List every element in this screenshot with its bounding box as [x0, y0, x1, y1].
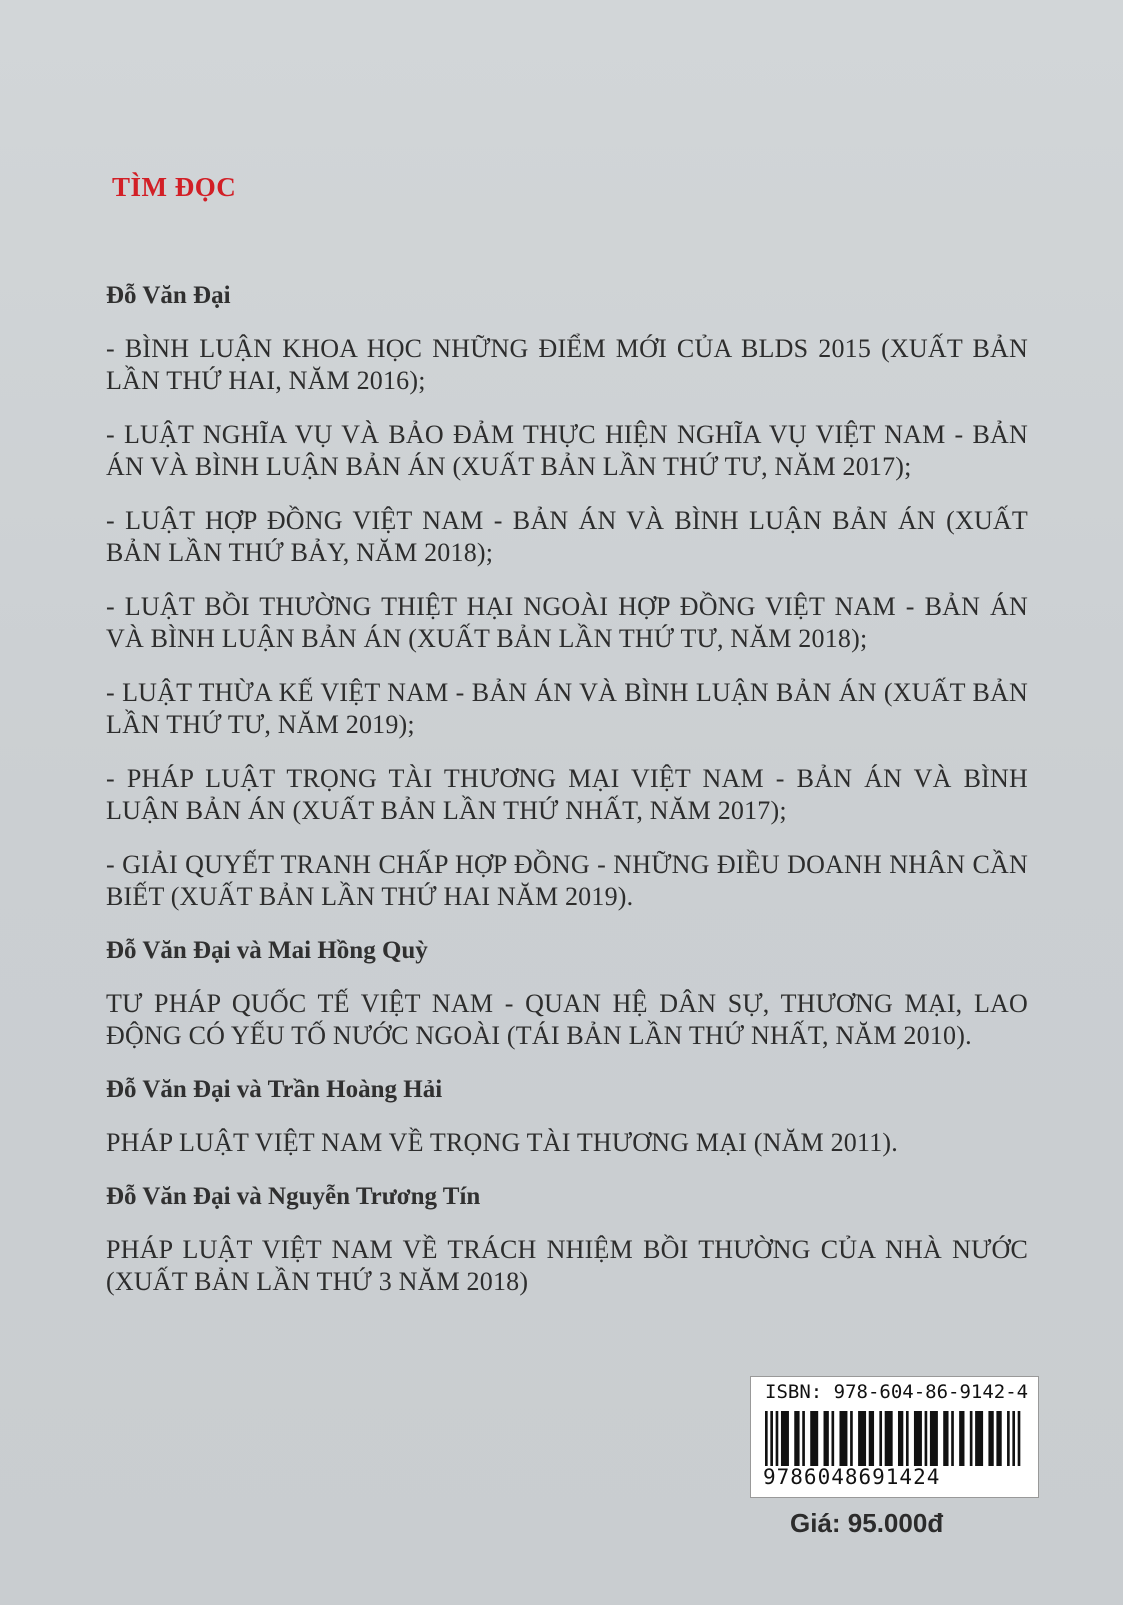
book-list: [106, 280, 1028, 1320]
book-entry: TƯ PHÁP QUỐC TẾ VIỆT NAM - QUAN HỆ DÂN SỰ, THƯƠNG MẠI, LAO ĐỘNG CÓ YẾU TỐ NƯỚC NGOÀI (TÁI BẢN LẦN THỨ NHẤT, NĂM 2010).: [106, 989, 1028, 1050]
author-name: Đỗ Văn Đại và Nguyễn Trương Tín: [106, 1183, 481, 1210]
book-entry: - LUẬT THỪA KẾ VIỆT NAM - BẢN ÁN VÀ BÌNH LUẬN BẢN ÁN (XUẤT BẢN LẦN THỨ TƯ, NĂM 2019);: [106, 678, 1028, 739]
book-entry: - LUẬT NGHĨA VỤ VÀ BẢO ĐẢM THỰC HIỆN NGHĨA VỤ VIỆT NAM - BẢN ÁN VÀ BÌNH LUẬN BẢN ÁN (XUẤT BẢN LẦN THỨ TƯ, NĂM 2017);: [106, 420, 1028, 481]
author-group: [106, 280, 1028, 913]
book-entry: - BÌNH LUẬN KHOA HỌC NHỮNG ĐIỂM MỚI CỦA BLDS 2015 (XUẤT BẢN LẦN THỨ HAI, NĂM 2016);: [106, 334, 1028, 395]
author-name: Đỗ Văn Đại và Trần Hoàng Hải: [106, 1076, 443, 1103]
author-group: [106, 1181, 1028, 1298]
book-entry: - GIẢI QUYẾT TRANH CHẤP HỢP ĐỒNG - NHỮNG ĐIỀU DOANH NHÂN CẦN BIẾT (XUẤT BẢN LẦN THỨ HAI NĂM 2019).: [106, 850, 1028, 911]
book-entry: PHÁP LUẬT VIỆT NAM VỀ TRÁCH NHIỆM BỒI THƯỜNG CỦA NHÀ NƯỚC (XUẤT BẢN LẦN THỨ 3 NĂM 2018): [106, 1235, 1028, 1296]
author-group: [106, 1074, 1028, 1159]
isbn-text: ISBN: 978-604-86-9142-4: [765, 1381, 1029, 1403]
barcode-label: [750, 1376, 1039, 1498]
section-heading: TÌM ĐỌC: [112, 172, 237, 202]
book-entry: PHÁP LUẬT VIỆT NAM VỀ TRỌNG TÀI THƯƠNG MẠI (NĂM 2011).: [106, 1128, 898, 1157]
book-entry: - PHÁP LUẬT TRỌNG TÀI THƯƠNG MẠI VIỆT NAM - BẢN ÁN VÀ BÌNH LUẬN BẢN ÁN (XUẤT BẢN LẦN THỨ NHẤT, NĂM 2017);: [106, 764, 1028, 825]
barcode-icon: [763, 1411, 1025, 1466]
author-name: Đỗ Văn Đại: [106, 282, 231, 309]
book-entry: - LUẬT HỢP ĐỒNG VIỆT NAM - BẢN ÁN VÀ BÌNH LUẬN BẢN ÁN (XUẤT BẢN LẦN THỨ BẢY, NĂM 2018);: [106, 506, 1028, 567]
author-name: Đỗ Văn Đại và Mai Hồng Quỳ: [106, 937, 428, 964]
ean-number: 9786048691424: [763, 1465, 941, 1489]
author-group: [106, 935, 1028, 1052]
price-label: Giá: 95.000đ: [790, 1508, 944, 1538]
book-entry: - LUẬT BỒI THƯỜNG THIỆT HẠI NGOÀI HỢP ĐỒNG VIỆT NAM - BẢN ÁN VÀ BÌNH LUẬN BẢN ÁN (XUẤT BẢN LẦN THỨ TƯ, NĂM 2018);: [106, 592, 1028, 653]
